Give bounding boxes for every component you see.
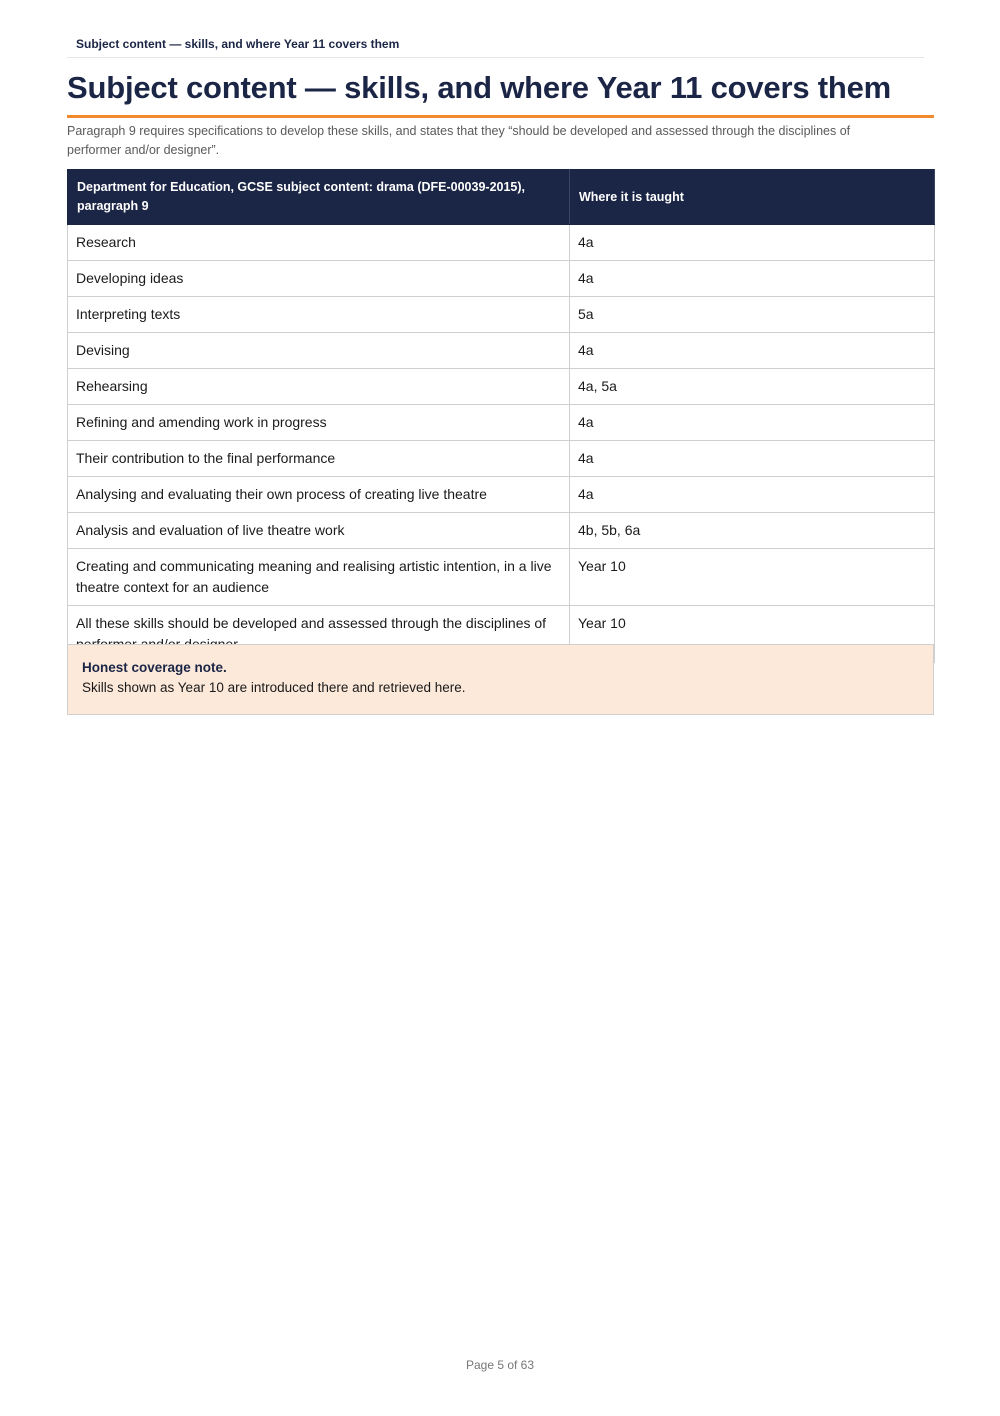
table-row [68, 441, 935, 477]
page-number: Page 5 of 63 [465, 1358, 535, 1372]
page-title: Subject content — skills, and where Year 11 covers them [67, 66, 934, 118]
skill-cell: Their contribution to the final performance [68, 441, 570, 477]
table-row [68, 549, 935, 606]
where-taught-cell: 4a [570, 441, 935, 477]
table-row [68, 225, 935, 261]
skill-cell: Rehearsing [68, 369, 570, 405]
skill-cell: Interpreting texts [68, 297, 570, 333]
skill-cell: Analysing and evaluating their own process of creating live theatre [68, 477, 570, 513]
table-row [68, 333, 935, 369]
skill-cell: All these skills should be developed and assessed through the disciplines of [68, 606, 570, 663]
coverage-note-body: Skills shown as Year 10 are introduced there and retrieved here. [82, 680, 466, 695]
skills-table [67, 169, 935, 663]
where-taught-cell: 4a [570, 477, 935, 513]
running-header: Subject content — skills, and where Year 11 covers them [67, 37, 924, 58]
table-row [68, 405, 935, 441]
where-taught-cell: 4a [570, 333, 935, 369]
skill-cell: Developing ideas [68, 261, 570, 297]
coverage-note-title: Honest coverage note. [82, 660, 227, 675]
column-header-requirement: Department for Education, GCSE subject content: drama (DFE-00039-2015), paragraph 9 [68, 170, 570, 225]
skill-cell: Creating and communicating meaning and realising artistic intention, in a live theatre context for an audience [68, 549, 570, 606]
table-header-row [68, 170, 935, 225]
table-row [68, 261, 935, 297]
column-header-where-taught: Where it is taught [570, 170, 935, 225]
intro-paragraph: Paragraph 9 requires specifications to develop these skills, and states that they “should be developed and assessed through the disciplines of performer and/or designer”. [67, 124, 851, 157]
skill-cell: Analysis and evaluation of live theatre work [68, 513, 570, 549]
coverage-note [67, 644, 934, 715]
skill-cell: Research [68, 225, 570, 261]
where-taught-cell: Year 10 [570, 549, 935, 606]
where-taught-cell: 4a [570, 225, 935, 261]
where-taught-cell: 4a [570, 261, 935, 297]
where-taught-cell: 4b, 5b, 6a [570, 513, 935, 549]
skill-cell: Devising [68, 333, 570, 369]
skill-cell: Refining and amending work in progress [68, 405, 570, 441]
table-row [68, 477, 935, 513]
where-taught-cell: 4a [570, 405, 935, 441]
table-row [68, 369, 935, 405]
where-taught-cell: Year 10 [570, 606, 935, 663]
where-taught-cell: 5a [570, 297, 935, 333]
where-taught-cell: 4a, 5a [570, 369, 935, 405]
table-row [68, 297, 935, 333]
table-row [68, 513, 935, 549]
